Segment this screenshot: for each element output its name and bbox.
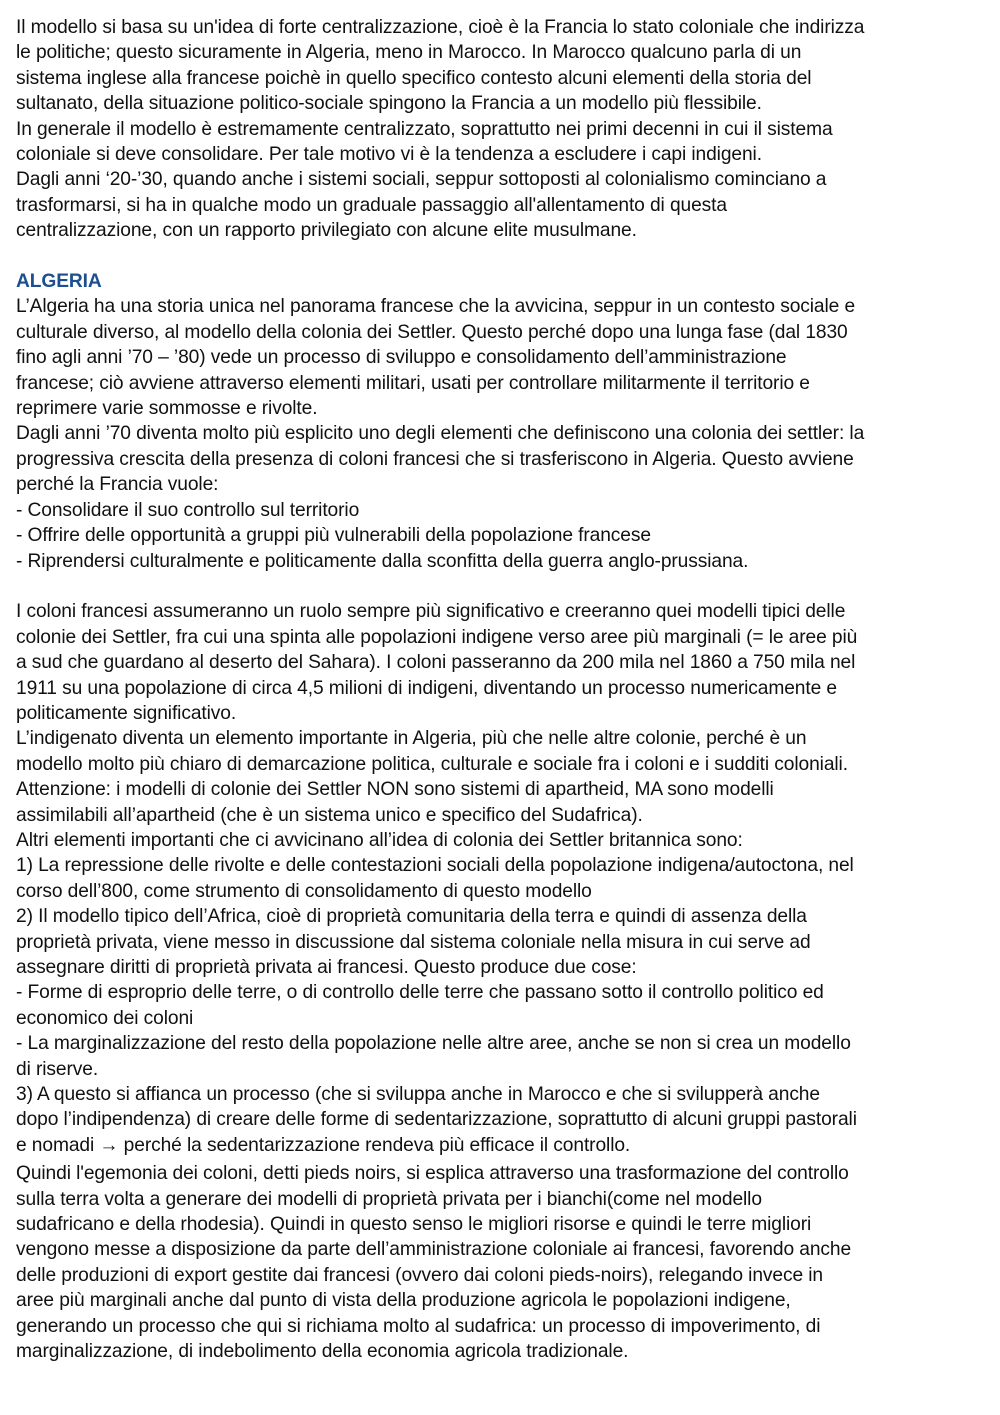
- algeria-paragraph-3: I coloni francesi assumeranno un ruolo sempre più significativo e creeranno quei modelli tipici delle colonie dei Settler, fra cui una spinta alle popolazioni indigene verso aree più marginali (= le aree più a sud che guardano al deserto del Sahara). I coloni passeranno da 200 mila nel 1860 a 750 mila nel 1911 su una popolazione di circa 4,5 milioni di indigeni, diventando un processo numericamente e politicamente significativo.: [16, 601, 858, 724]
- spacer: [16, 574, 1000, 599]
- list-item: - Riprendersi culturalmente e politicamente dalla sconfitta della guerra anglo-prussiana.: [16, 550, 749, 572]
- algeria-paragraph-12: Quindi l'egemonia dei coloni, detti pieds noirs, si esplica attraverso una trasformazione del controllo sulla terra volta a generare dei modelli di proprietà privata per i bianchi(come nel modello sudafricano e della rhodesia). Quindi in questo senso le migliori risorse e quindi le terre migliori vengono messe a disposizione da parte dell’amministrazione coloniale ai francesi, favorendo anche delle produzioni di export gestite dai francesi (ovvero dai coloni pieds-noirs), relegando invece in aree più marginali anche dal punto di vista della produzione agricola le popolazioni indigene, generando un processo che qui si richiama molto al sudafrica: un processo di impoverimento, di marginalizzazione, di indebolimento della economia agricola tradizionale.: [16, 1163, 852, 1363]
- intro-paragraph-1: Il modello si basa su un'idea di forte centralizzazione, cioè è la Francia lo stato coloniale che indirizza le politiche; questo sicuramente in Algeria, meno in Marocco. In Marocco qualcuno parla di un sistema inglese alla francese poichè in quello specifico contesto alcuni elementi della storia del sultanato, della situazione politico-sociale spingono la Francia a un modello più flessibile.: [16, 17, 865, 115]
- algeria-paragraph-10: - La marginalizzazione del resto della popolazione nelle altre aree, anche se non si crea un modello di riserve.: [16, 1033, 851, 1080]
- algeria-paragraph-6: Altri elementi importanti che ci avvicinano all’idea di colonia dei Settler britannica sono:: [16, 829, 743, 851]
- algeria-paragraph-11: 3) A questo si affianca un processo (che si sviluppa anche in Marocco e che si svilupperà anche dopo l’indipendenza) di creare delle forme di sedentarizzazione, soprattutto di alcuni gruppi pastorali e nomadi → perché la sedentarizzazione rendeva più efficace il controllo.: [16, 1084, 857, 1156]
- section-heading-algeria: ALGERIA: [16, 271, 102, 293]
- list-item: - Consolidare il suo controllo sul territorio: [16, 499, 360, 521]
- list-item: - Offrire delle opportunità a gruppi più vulnerabili della popolazione francese: [16, 525, 651, 547]
- intro-paragraph-3: Dagli anni ‘20-’30, quando anche i sistemi sociali, seppur sottoposti al colonialismo cominciano a trasformarsi, si ha in qualche modo un graduale passaggio all'allentamento di questa centralizzazione, con un rapporto privilegiato con alcune elite musulmane.: [16, 169, 827, 242]
- algeria-paragraph-1: L’Algeria ha una storia unica nel panorama francese che la avvicina, seppur in un contesto sociale e culturale diverso, al modello della colonia dei Settler. Questo perché dopo una lunga fase (dal 1830 fino agli anni ’70 – ’80) vede un processo di sviluppo e consolidamento dell’amministrazione francese; ciò avviene attraverso elementi militari, usati per controllare militarmente il territorio e reprimere varie sommosse e rivolte.: [16, 296, 856, 420]
- document-page: [16, 15, 1000, 1365]
- algeria-paragraph-9: - Forme di esproprio delle terre, o di controllo delle terre che passano sotto il controllo politico ed economico dei coloni: [16, 982, 824, 1029]
- algeria-paragraph-7: 1) La repressione delle rivolte e delle contestazioni sociali della popolazione indigena/autoctona, nel corso dell’800, come strumento di consolidamento di questo modello: [16, 855, 854, 902]
- algeria-paragraph-2: Dagli anni ’70 diventa molto più esplicito uno degli elementi che definiscono una colonia dei settler: la progressiva crescita della presenza di coloni francesi che si trasferiscono in Algeria. Questo avviene perché la Francia vuole:: [16, 423, 865, 496]
- algeria-paragraph-8: 2) Il modello tipico dell’Africa, cioè di proprietà comunitaria della terra e quindi di assenza della proprietà privata, viene messo in discussione dal sistema coloniale nella misura in cui serve ad assegnare diritti di proprietà privata ai francesi. Questo produce due cose:: [16, 906, 811, 978]
- intro-paragraph-2: In generale il modello è estremamente centralizzato, soprattutto nei primi decenni in cui il sistema coloniale si deve consolidare. Per tale motivo vi è la tendenza a escludere i capi indigeni.: [16, 118, 833, 166]
- algeria-paragraph-4: L’indigenato diventa un elemento importante in Algeria, più che nelle altre colonie, perché è un modello molto più chiaro di demarcazione politica, culturale e sociale fra i coloni e i sudditi coloniali.: [16, 728, 848, 775]
- spacer: [16, 244, 1000, 269]
- algeria-paragraph-5: Attenzione: i modelli di colonie dei Settler NON sono sistemi di apartheid, MA sono modelli assimilabili all’apartheid (che è un sistema unico e specifico del Sudafrica).: [16, 779, 774, 826]
